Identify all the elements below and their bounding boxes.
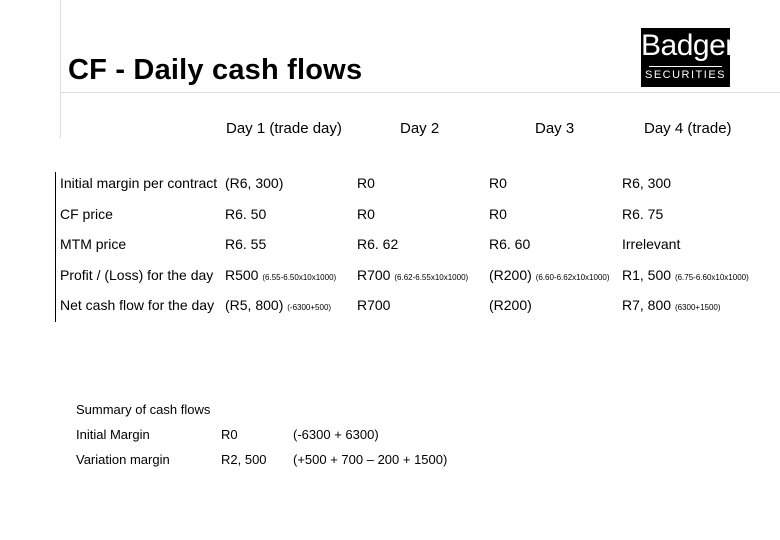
cell-value: R6. 62 <box>357 236 399 252</box>
table-cell <box>622 175 671 191</box>
cell-value: R500 <box>225 267 259 283</box>
table-cell <box>357 297 390 313</box>
badger-securities-logo <box>641 28 735 87</box>
summary-label-variation-margin: Variation margin <box>76 452 170 467</box>
table-cell <box>357 267 468 283</box>
table-cell <box>489 206 507 222</box>
table-cell <box>225 236 266 252</box>
row-label-net-cash-flow: Net cash flow for the day <box>60 297 215 313</box>
header-day-3: Day 3 <box>535 120 575 137</box>
cell-value: R1, 500 <box>622 267 672 283</box>
header-day-2: Day 2 <box>400 120 440 137</box>
table-cell <box>225 297 331 313</box>
summary-value-variation-margin: R2, 500 <box>221 452 267 467</box>
cell-value: R700 <box>357 297 391 313</box>
cell-value: R7, 800 <box>622 297 672 313</box>
cell-value: (R200) <box>489 297 532 313</box>
calc-note: (6.55-6.50x10x1000) <box>262 273 337 282</box>
slide-title: CF - Daily cash flows <box>68 54 363 86</box>
logo-divider <box>649 66 722 67</box>
calc-note: (6300+1500) <box>674 303 721 312</box>
cell-value: (R200) <box>489 267 532 283</box>
summary-calc-initial-margin: (-6300 + 6300) <box>293 427 379 442</box>
cell-value: R0 <box>489 175 507 191</box>
header-day-1: Day 1 (trade day) <box>226 120 342 137</box>
cell-value: R6. 55 <box>225 236 267 252</box>
table-cell <box>489 297 532 313</box>
summary-title: Summary of cash flows <box>76 402 211 417</box>
table-cell <box>489 236 530 252</box>
summary-value-initial-margin: R0 <box>221 427 238 442</box>
table-cell <box>489 267 610 283</box>
logo-subtitle: SECURITIES <box>644 69 726 81</box>
summary-calc-variation-margin: (+500 + 700 – 200 + 1500) <box>293 452 448 467</box>
divider-horizontal <box>60 92 780 93</box>
table-cell <box>357 236 398 252</box>
cell-value: (R6, 300) <box>225 175 284 191</box>
calc-note: (6.60-6.62x10x1000) <box>535 273 610 282</box>
summary-label-initial-margin: Initial Margin <box>76 427 150 442</box>
cell-value: R0 <box>357 175 375 191</box>
cell-value: R6. 75 <box>622 206 664 222</box>
table-cell <box>489 175 507 191</box>
cell-value: (R5, 800) <box>225 297 284 313</box>
row-label-cf-price: CF price <box>60 206 113 222</box>
header-day-4: Day 4 (trade) <box>644 120 732 137</box>
cell-value: Irrelevant <box>622 236 681 252</box>
cell-value: R6. 50 <box>225 206 267 222</box>
table-cell <box>357 206 375 222</box>
table-cell <box>357 175 375 191</box>
cell-value: R0 <box>489 206 507 222</box>
calc-note: (6.75-6.60x10x1000) <box>674 273 749 282</box>
row-label-profit-loss: Profit / (Loss) for the day <box>60 267 214 283</box>
table-cell <box>622 267 749 283</box>
cell-value: R700 <box>357 267 391 283</box>
table-cell <box>225 175 283 191</box>
row-label-initial-margin: Initial margin per contract <box>60 175 218 191</box>
table-cell <box>225 267 336 283</box>
calc-note: (-6300+500) <box>287 303 332 312</box>
cell-value: R6, 300 <box>622 175 672 191</box>
table-cell <box>622 206 663 222</box>
calc-note: (6.62-6.55x10x1000) <box>394 273 469 282</box>
cell-value: R6. 60 <box>489 236 531 252</box>
table-cell <box>225 206 266 222</box>
row-label-mtm-price: MTM price <box>60 236 127 252</box>
cell-value: R0 <box>357 206 375 222</box>
divider-vertical <box>60 0 61 138</box>
table-cell <box>622 297 721 313</box>
table-cell <box>622 236 680 252</box>
table-left-border <box>55 172 56 322</box>
logo-name: Badger <box>641 29 735 62</box>
